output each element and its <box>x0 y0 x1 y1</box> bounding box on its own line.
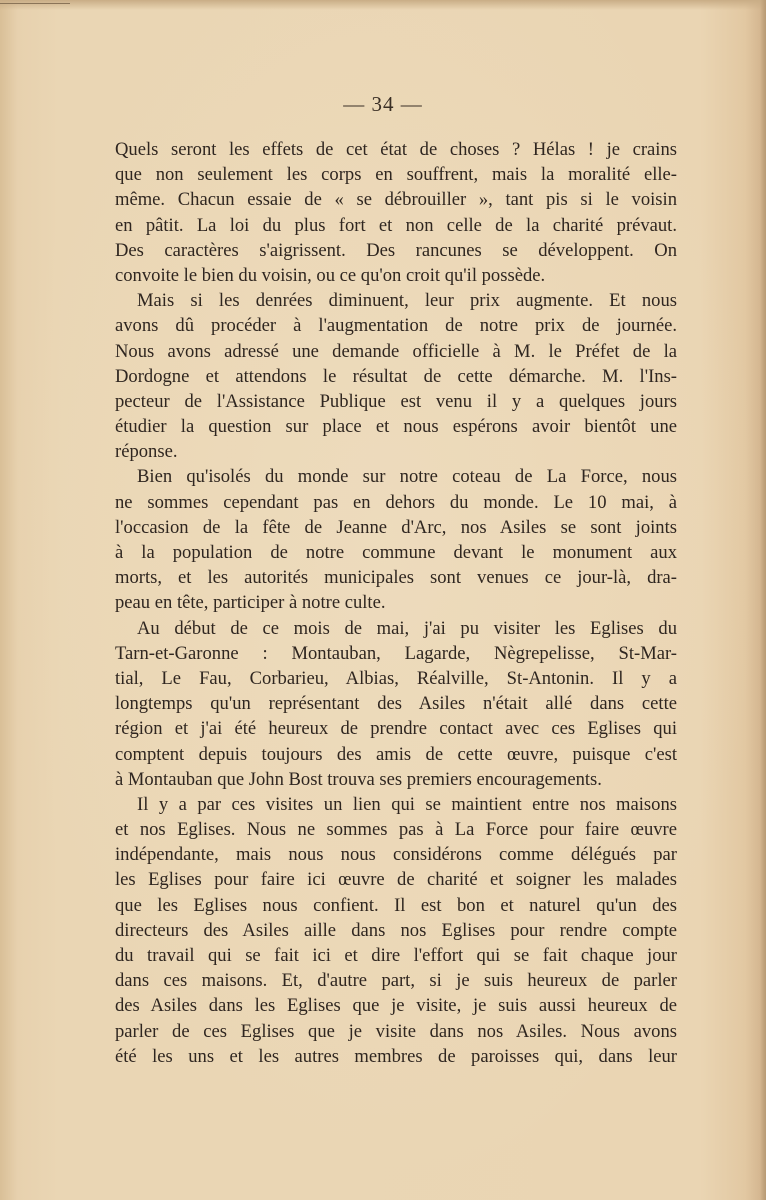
text-line: comptent depuis toujours des amis de cette œuvre, puisque c'est <box>115 743 677 765</box>
text-line: Bien qu'isolés du monde sur notre coteau de La Force, nous <box>137 466 677 488</box>
text-line: l'occasion de la fête de Jeanne d'Arc, nos Asiles se sont joints <box>115 516 677 538</box>
text-line: directeurs des Asiles aille dans nos Eglises pour rendre compte <box>115 919 677 941</box>
text-line: des Asiles dans les Eglises que je visite, je suis aussi heureux de <box>115 995 677 1017</box>
text-line: parler de ces Eglises que je visite dans nos Asiles. Nous avons <box>115 1020 677 1042</box>
text-line: indépendante, mais nous nous considérons comme délégués par <box>115 844 677 866</box>
text-line: du travail qui se fait ici et dire l'effort qui se fait chaque jour <box>115 945 677 966</box>
text-line: à Montauban que John Bost trouva ses premiers encouragements. <box>115 768 602 790</box>
text-line: ne sommes cependant pas en dehors du monde. Le 10 mai, à <box>115 491 677 513</box>
text-line: longtemps qu'un représentant des Asiles n'était allé dans cette <box>115 693 677 715</box>
text-line: et nos Eglises. Nous ne sommes pas à La Force pour faire œuvre <box>115 819 677 841</box>
text-line: Mais si les denrées diminuent, leur prix augmente. Et nous <box>137 290 677 312</box>
text-line: Il y a par ces visites un lien qui se maintient entre nos maisons <box>137 793 677 815</box>
text-line: Des caractères s'aigrissent. Des rancunes se développent. On <box>115 239 677 261</box>
text-line: avons dû procéder à l'augmentation de notre prix de journée. <box>115 315 677 337</box>
text-line: que les Eglises nous confient. Il est bon et naturel qu'un des <box>115 894 677 916</box>
text-line: que non seulement les corps en souffrent, mais la moralité elle- <box>115 164 677 186</box>
text-line: réponse. <box>115 441 178 463</box>
text-line: même. Chacun essaie de « se débrouiller », tant pis si le voisin <box>115 189 677 211</box>
text-line: morts, et les autorités municipales sont venues ce jour-là, dra- <box>115 567 677 589</box>
text-line: étudier la question sur place et nous espérons avoir bientôt une <box>115 416 677 438</box>
page-number: — 34 — <box>343 92 423 116</box>
text-line: à la population de notre commune devant le monument aux <box>115 542 677 563</box>
text-line: Au début de ce mois de mai, j'ai pu visiter les Eglises du <box>137 617 677 639</box>
body-text <box>115 137 677 1069</box>
text-line: pecteur de l'Assistance Publique est venu il y a quelques jours <box>115 390 677 412</box>
page-right-edge <box>760 0 766 1200</box>
text-line: convoite le bien du voisin, ou ce qu'on croit qu'il possède. <box>115 264 546 286</box>
top-left-rule <box>0 3 70 4</box>
text-line: les Eglises pour faire ici œuvre de charité et soigner les malades <box>115 869 677 891</box>
text-line: tial, Le Fau, Corbarieu, Albias, Réalville, St-Antonin. Il y a <box>115 667 677 689</box>
text-line: Nous avons adressé une demande officielle à M. le Préfet de la <box>115 340 677 362</box>
page-top-edge <box>0 0 766 10</box>
text-line: été les uns et les autres membres de paroisses qui, dans leur <box>115 1045 677 1067</box>
text-line: Tarn-et-Garonne : Montauban, Lagarde, Nègrepelisse, St-Mar- <box>115 642 677 664</box>
text-line: dans ces maisons. Et, d'autre part, si je suis heureux de parler <box>115 970 677 992</box>
text-line: Quels seront les effets de cet état de choses ? Hélas ! je crains <box>115 139 677 160</box>
text-line: Dordogne et attendons le résultat de cette démarche. M. l'Ins- <box>115 365 677 387</box>
text-line: en pâtit. La loi du plus fort et non celle de la charité prévaut. <box>115 214 677 236</box>
text-line: peau en tête, participer à notre culte. <box>115 592 386 614</box>
text-line: région et j'ai été heureux de prendre contact avec ces Eglises qui <box>115 718 677 740</box>
